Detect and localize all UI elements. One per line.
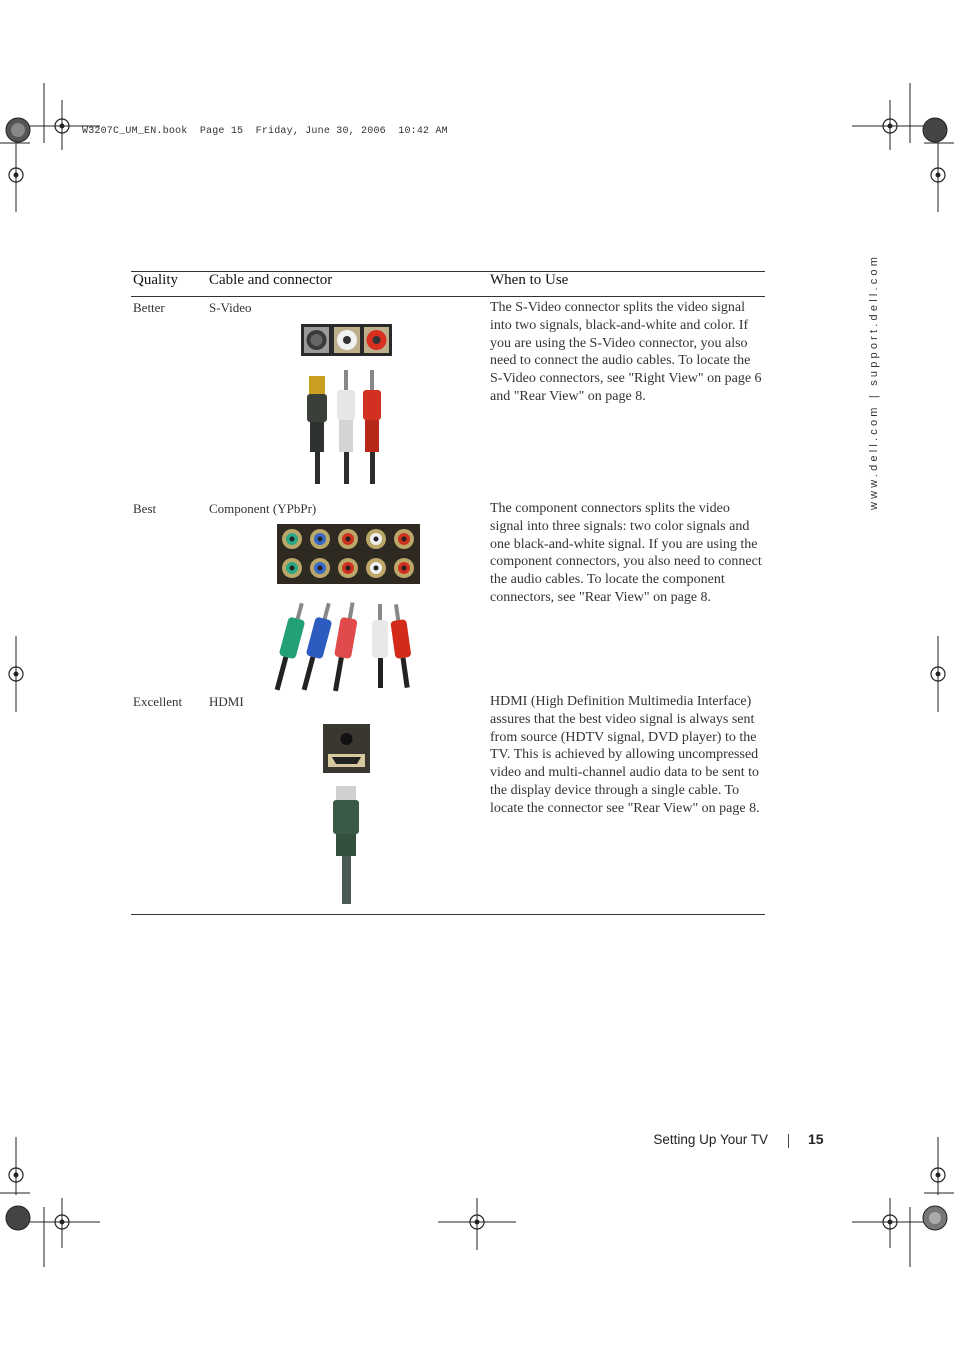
table-bottom-rule bbox=[131, 914, 765, 915]
header-when: When to Use bbox=[490, 272, 569, 288]
side-url: www.dell.com | support.dell.com bbox=[868, 253, 880, 510]
row-when: HDMI (High Definition Multimedia Interface) assures that the best video signal is always sent from source (HDTV signal, DVD player) to the TV. This is achieved by allowing uncompressed video and multi-channel audio data to be sent to the display device through a single cable. To locate the connector see "Rear View" on page 8. bbox=[490, 694, 760, 816]
svideo-connector-panel-image bbox=[301, 324, 392, 356]
header-cable: Cable and connector bbox=[209, 272, 333, 288]
table-header-rule bbox=[131, 296, 765, 297]
footer-section-title: Setting Up Your TV bbox=[653, 1132, 768, 1147]
row-quality: Excellent bbox=[133, 694, 183, 709]
header-quality: Quality bbox=[133, 272, 178, 288]
row-quality: Best bbox=[133, 501, 157, 516]
row-cable: HDMI bbox=[209, 694, 244, 709]
svideo-cable-image bbox=[304, 368, 390, 484]
row-when: The S-Video connector splits the video signal into two signals, black-and-white and color. If you are using the S-Video connector, you also need to connect the audio cables. To locate the S-Video connectors, see "Right View" on page 6 and "Rear View" on page 8. bbox=[490, 300, 762, 404]
hdmi-connector-panel-image bbox=[323, 724, 370, 773]
row-quality: Better bbox=[133, 300, 165, 315]
hdmi-cable-image bbox=[330, 784, 362, 904]
row-when: The component connectors splits the video signal into three signals: two color signals and one black-and-white signal. If you are using the component connectors, you also need to connect the audio cables. To locate the component connectors, see "Rear View" on page 8. bbox=[490, 501, 762, 605]
component-cable-image bbox=[265, 600, 415, 688]
row-cable: S-Video bbox=[209, 300, 252, 315]
component-connector-panel-image bbox=[277, 524, 420, 584]
book-header: W3207C_UM_EN.book Page 15 Friday, June 30, 2006 10:42 AM bbox=[82, 126, 448, 137]
footer-separator bbox=[788, 1134, 789, 1148]
page-number: 15 bbox=[808, 1131, 824, 1147]
row-cable: Component (YPbPr) bbox=[209, 501, 317, 516]
